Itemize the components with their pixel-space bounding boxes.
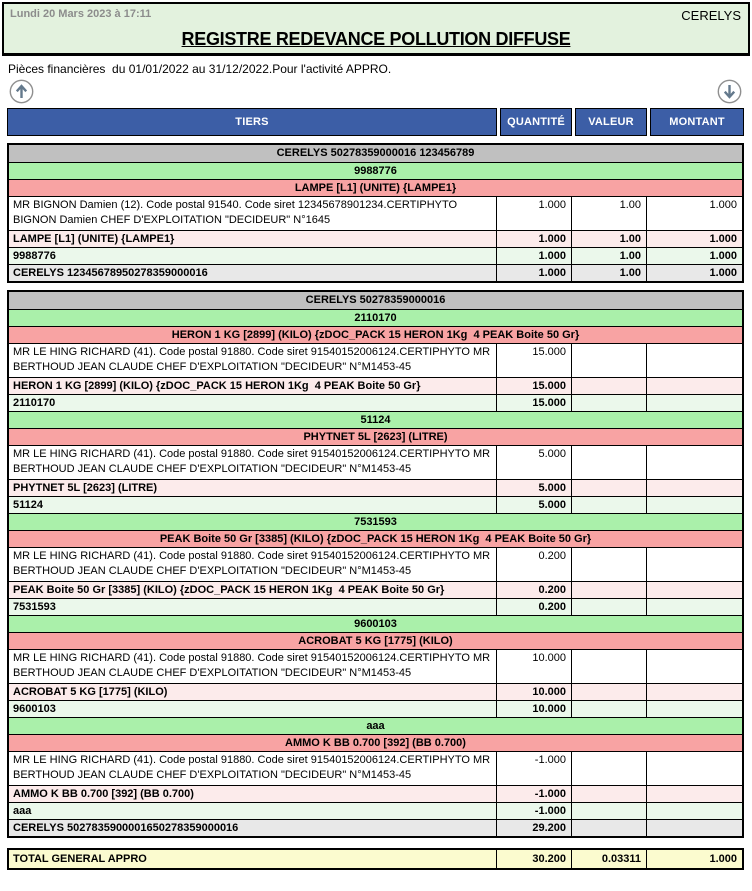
group-label: PHYTNET 5L [2623] (LITRE) (303, 431, 448, 443)
quantite-cell: 5.000 (496, 480, 571, 496)
quantite-cell: 10.000 (496, 650, 571, 683)
total-quantite-cell: 30.200 (496, 850, 571, 868)
quantite-cell: -1.000 (496, 786, 571, 802)
tiers-cell: LAMPE [L1] (UNITE) {LAMPE1} (13, 233, 175, 245)
group-label: 7531593 (354, 516, 397, 528)
group-label: CERELYS 50278359000016 123456789 (276, 147, 475, 159)
quantite-cell: 15.000 (496, 344, 571, 377)
group-header-row (9, 513, 742, 530)
subtotal-row (9, 683, 742, 700)
group-label: 51124 (360, 414, 391, 426)
subtotal-row (9, 785, 742, 802)
group-label: ACROBAT 5 KG [1775] (KILO) (298, 635, 453, 647)
report-body (7, 143, 744, 838)
valeur-cell (571, 344, 646, 377)
scroll-nav (9, 79, 742, 104)
tiers-cell: MR LE HING RICHARD (41). Code postal 91880. Code siret 91540152006124.CERTIPHYTO MR BERTHOUD JEAN CLAUDE CHEF D'EXPLOITATION "DECIDEUR" N°M1453-45 (13, 652, 494, 679)
valeur-cell (571, 803, 646, 819)
group-header-row (9, 734, 742, 751)
tiers-cell: CERELYS 5027835900001650278359000016 (13, 822, 239, 834)
group-label: 9988776 (354, 165, 397, 177)
subtotal-row (9, 479, 742, 496)
quantite-cell: 0.200 (496, 548, 571, 581)
valeur-cell (571, 650, 646, 683)
report-subtitle: Pièces financières du 01/01/2022 au 31/12/2022.Pour l'activité APPRO. (8, 62, 392, 76)
montant-cell (646, 752, 742, 785)
tiers-cell: PHYTNET 5L [2623] (LITRE) (13, 482, 158, 494)
montant-cell (646, 650, 742, 683)
total-label: TOTAL GENERAL APPRO (13, 853, 147, 865)
tiers-cell: PEAK Boite 50 Gr [3385] (KILO) {zDOC_PACK 15 HERON 1Kg 4 PEAK Boite 50 Gr} (13, 584, 445, 596)
valeur-cell (571, 395, 646, 411)
group-header-row (9, 530, 742, 547)
group-label: HERON 1 KG [2899] (KILO) {zDOC_PACK 15 HERON 1Kg 4 PEAK Boite 50 Gr} (171, 329, 580, 341)
montant-cell (646, 480, 742, 496)
group-label: PEAK Boite 50 Gr [3385] (KILO) {zDOC_PACK 15 HERON 1Kg 4 PEAK Boite 50 Gr} (159, 533, 592, 545)
tiers-cell: HERON 1 KG [2899] (KILO) {zDOC_PACK 15 HERON 1Kg 4 PEAK Boite 50 Gr} (13, 380, 421, 392)
quantite-cell: 1.000 (496, 231, 571, 247)
subtotal-row (9, 496, 742, 513)
montant-cell (646, 786, 742, 802)
tiers-cell: 9600103 (13, 703, 56, 715)
quantite-cell: 1.000 (496, 248, 571, 264)
valeur-cell: 1.00 (571, 197, 646, 230)
subtotal-row (9, 377, 742, 394)
montant-cell (646, 395, 742, 411)
montant-cell: 1.000 (646, 248, 742, 264)
valeur-cell (571, 786, 646, 802)
tiers-cell: MR LE HING RICHARD (41). Code postal 91880. Code siret 91540152006124.CERTIPHYTO MR BERTHOUD JEAN CLAUDE CHEF D'EXPLOITATION "DECIDEUR" N°M1453-45 (13, 448, 494, 475)
valeur-cell (571, 378, 646, 394)
group-label: 2110170 (354, 312, 397, 324)
group-header-row (9, 292, 742, 309)
montant-cell (646, 701, 742, 717)
group-header-row (9, 326, 742, 343)
montant-cell (646, 497, 742, 513)
subtotal-row (9, 230, 742, 247)
montant-cell (646, 599, 742, 615)
valeur-cell: 1.00 (571, 265, 646, 281)
tiers-cell: MR LE HING RICHARD (41). Code postal 91880. Code siret 91540152006124.CERTIPHYTO MR BERTHOUD JEAN CLAUDE CHEF D'EXPLOITATION "DECIDEUR" N°M1453-45 (13, 550, 494, 577)
valeur-cell (571, 480, 646, 496)
montant-cell (646, 344, 742, 377)
group-header-row (9, 411, 742, 428)
quantite-cell: -1.000 (496, 752, 571, 785)
detail-row (9, 649, 742, 683)
quantite-cell: 1.000 (496, 197, 571, 230)
detail-row (9, 196, 742, 230)
subtotal-row (9, 598, 742, 615)
detail-row (9, 547, 742, 581)
montant-cell (646, 803, 742, 819)
quantite-cell: 0.200 (496, 599, 571, 615)
tiers-cell: MR BIGNON Damien (12). Code postal 91540. Code siret 12345678901234.CERTIPHYTO BIGNON Damien CHEF D'EXPLOITATION "DECIDEUR" N°1645 (13, 199, 461, 226)
quantite-cell: 5.000 (496, 446, 571, 479)
subtotal-row (9, 802, 742, 819)
quantite-cell: 15.000 (496, 395, 571, 411)
montant-cell: 1.000 (646, 231, 742, 247)
tiers-cell: ACROBAT 5 KG [1775] (KILO) (13, 686, 168, 698)
page-title: REGISTRE REDEVANCE POLLUTION DIFFUSE (181, 29, 571, 49)
tiers-cell: 51124 (13, 499, 43, 511)
group-label: aaa (366, 720, 385, 732)
group-label: LAMPE [L1] (UNITE) {LAMPE1} (294, 182, 457, 194)
valeur-cell (571, 497, 646, 513)
valeur-cell (571, 446, 646, 479)
report-datetime: Lundi 20 Mars 2023 à 17:11 (10, 8, 152, 20)
montant-cell (646, 684, 742, 700)
quantite-cell: 10.000 (496, 701, 571, 717)
quantite-cell: 10.000 (496, 684, 571, 700)
tiers-cell: CERELYS 12345678950278359000016 (13, 267, 208, 279)
report-header-panel (2, 2, 750, 55)
quantite-cell: 1.000 (496, 265, 571, 281)
valeur-cell: 1.00 (571, 231, 646, 247)
subtotal-row (9, 394, 742, 411)
column-header-valeur: VALEUR (575, 108, 647, 136)
group-header-row (9, 309, 742, 326)
tiers-cell: 9988776 (13, 250, 56, 262)
montant-cell (646, 548, 742, 581)
montant-cell (646, 820, 742, 836)
total-row (7, 848, 744, 870)
montant-cell (646, 582, 742, 598)
group-header-row (9, 615, 742, 632)
subtotal-row (9, 264, 742, 281)
montant-cell (646, 378, 742, 394)
subtotal-row (9, 700, 742, 717)
quantite-cell: -1.000 (496, 803, 571, 819)
scroll-down-icon[interactable] (717, 79, 742, 104)
quantite-cell: 29.200 (496, 820, 571, 836)
total-valeur-cell: 0.03311 (571, 850, 646, 868)
valeur-cell (571, 752, 646, 785)
tiers-cell: aaa (13, 805, 32, 817)
column-header-quantite: QUANTITÉ (500, 108, 572, 136)
group-header-row (9, 632, 742, 649)
report-group-table (7, 143, 744, 283)
table-header-row (7, 108, 744, 136)
valeur-cell: 1.00 (571, 248, 646, 264)
tiers-cell: 2110170 (13, 397, 56, 409)
subtotal-row (9, 581, 742, 598)
quantite-cell: 5.000 (496, 497, 571, 513)
group-header-row (9, 145, 742, 162)
group-header-row (9, 717, 742, 734)
valeur-cell (571, 701, 646, 717)
group-header-row (9, 428, 742, 445)
detail-row (9, 445, 742, 479)
column-header-montant: MONTANT (650, 108, 744, 136)
group-label: CERELYS 50278359000016 (305, 294, 446, 306)
group-label: 9600103 (354, 618, 397, 630)
tiers-cell: 7531593 (13, 601, 56, 613)
company-name: CERELYS (681, 8, 741, 23)
quantite-cell: 15.000 (496, 378, 571, 394)
subtotal-row (9, 819, 742, 836)
group-header-row (9, 162, 742, 179)
quantite-cell: 0.200 (496, 582, 571, 598)
valeur-cell (571, 548, 646, 581)
valeur-cell (571, 599, 646, 615)
group-label: AMMO K BB 0.700 [392] (BB 0.700) (285, 737, 466, 749)
valeur-cell (571, 820, 646, 836)
report-group-table (7, 290, 744, 838)
detail-row (9, 751, 742, 785)
montant-cell: 1.000 (646, 197, 742, 230)
tiers-cell: MR LE HING RICHARD (41). Code postal 91880. Code siret 91540152006124.CERTIPHYTO MR BERTHOUD JEAN CLAUDE CHEF D'EXPLOITATION "DECIDEUR" N°M1453-45 (13, 346, 494, 373)
montant-cell (646, 446, 742, 479)
montant-cell: 1.000 (646, 265, 742, 281)
valeur-cell (571, 582, 646, 598)
detail-row (9, 343, 742, 377)
total-montant-cell: 1.000 (646, 850, 742, 868)
column-header-tiers: TIERS (7, 108, 497, 136)
tiers-cell: MR LE HING RICHARD (41). Code postal 91880. Code siret 91540152006124.CERTIPHYTO MR BERTHOUD JEAN CLAUDE CHEF D'EXPLOITATION "DECIDEUR" N°M1453-45 (13, 754, 494, 781)
group-header-row (9, 179, 742, 196)
valeur-cell (571, 684, 646, 700)
tiers-cell: AMMO K BB 0.700 [392] (BB 0.700) (13, 788, 194, 800)
scroll-up-icon[interactable] (9, 79, 34, 104)
subtotal-row (9, 247, 742, 264)
